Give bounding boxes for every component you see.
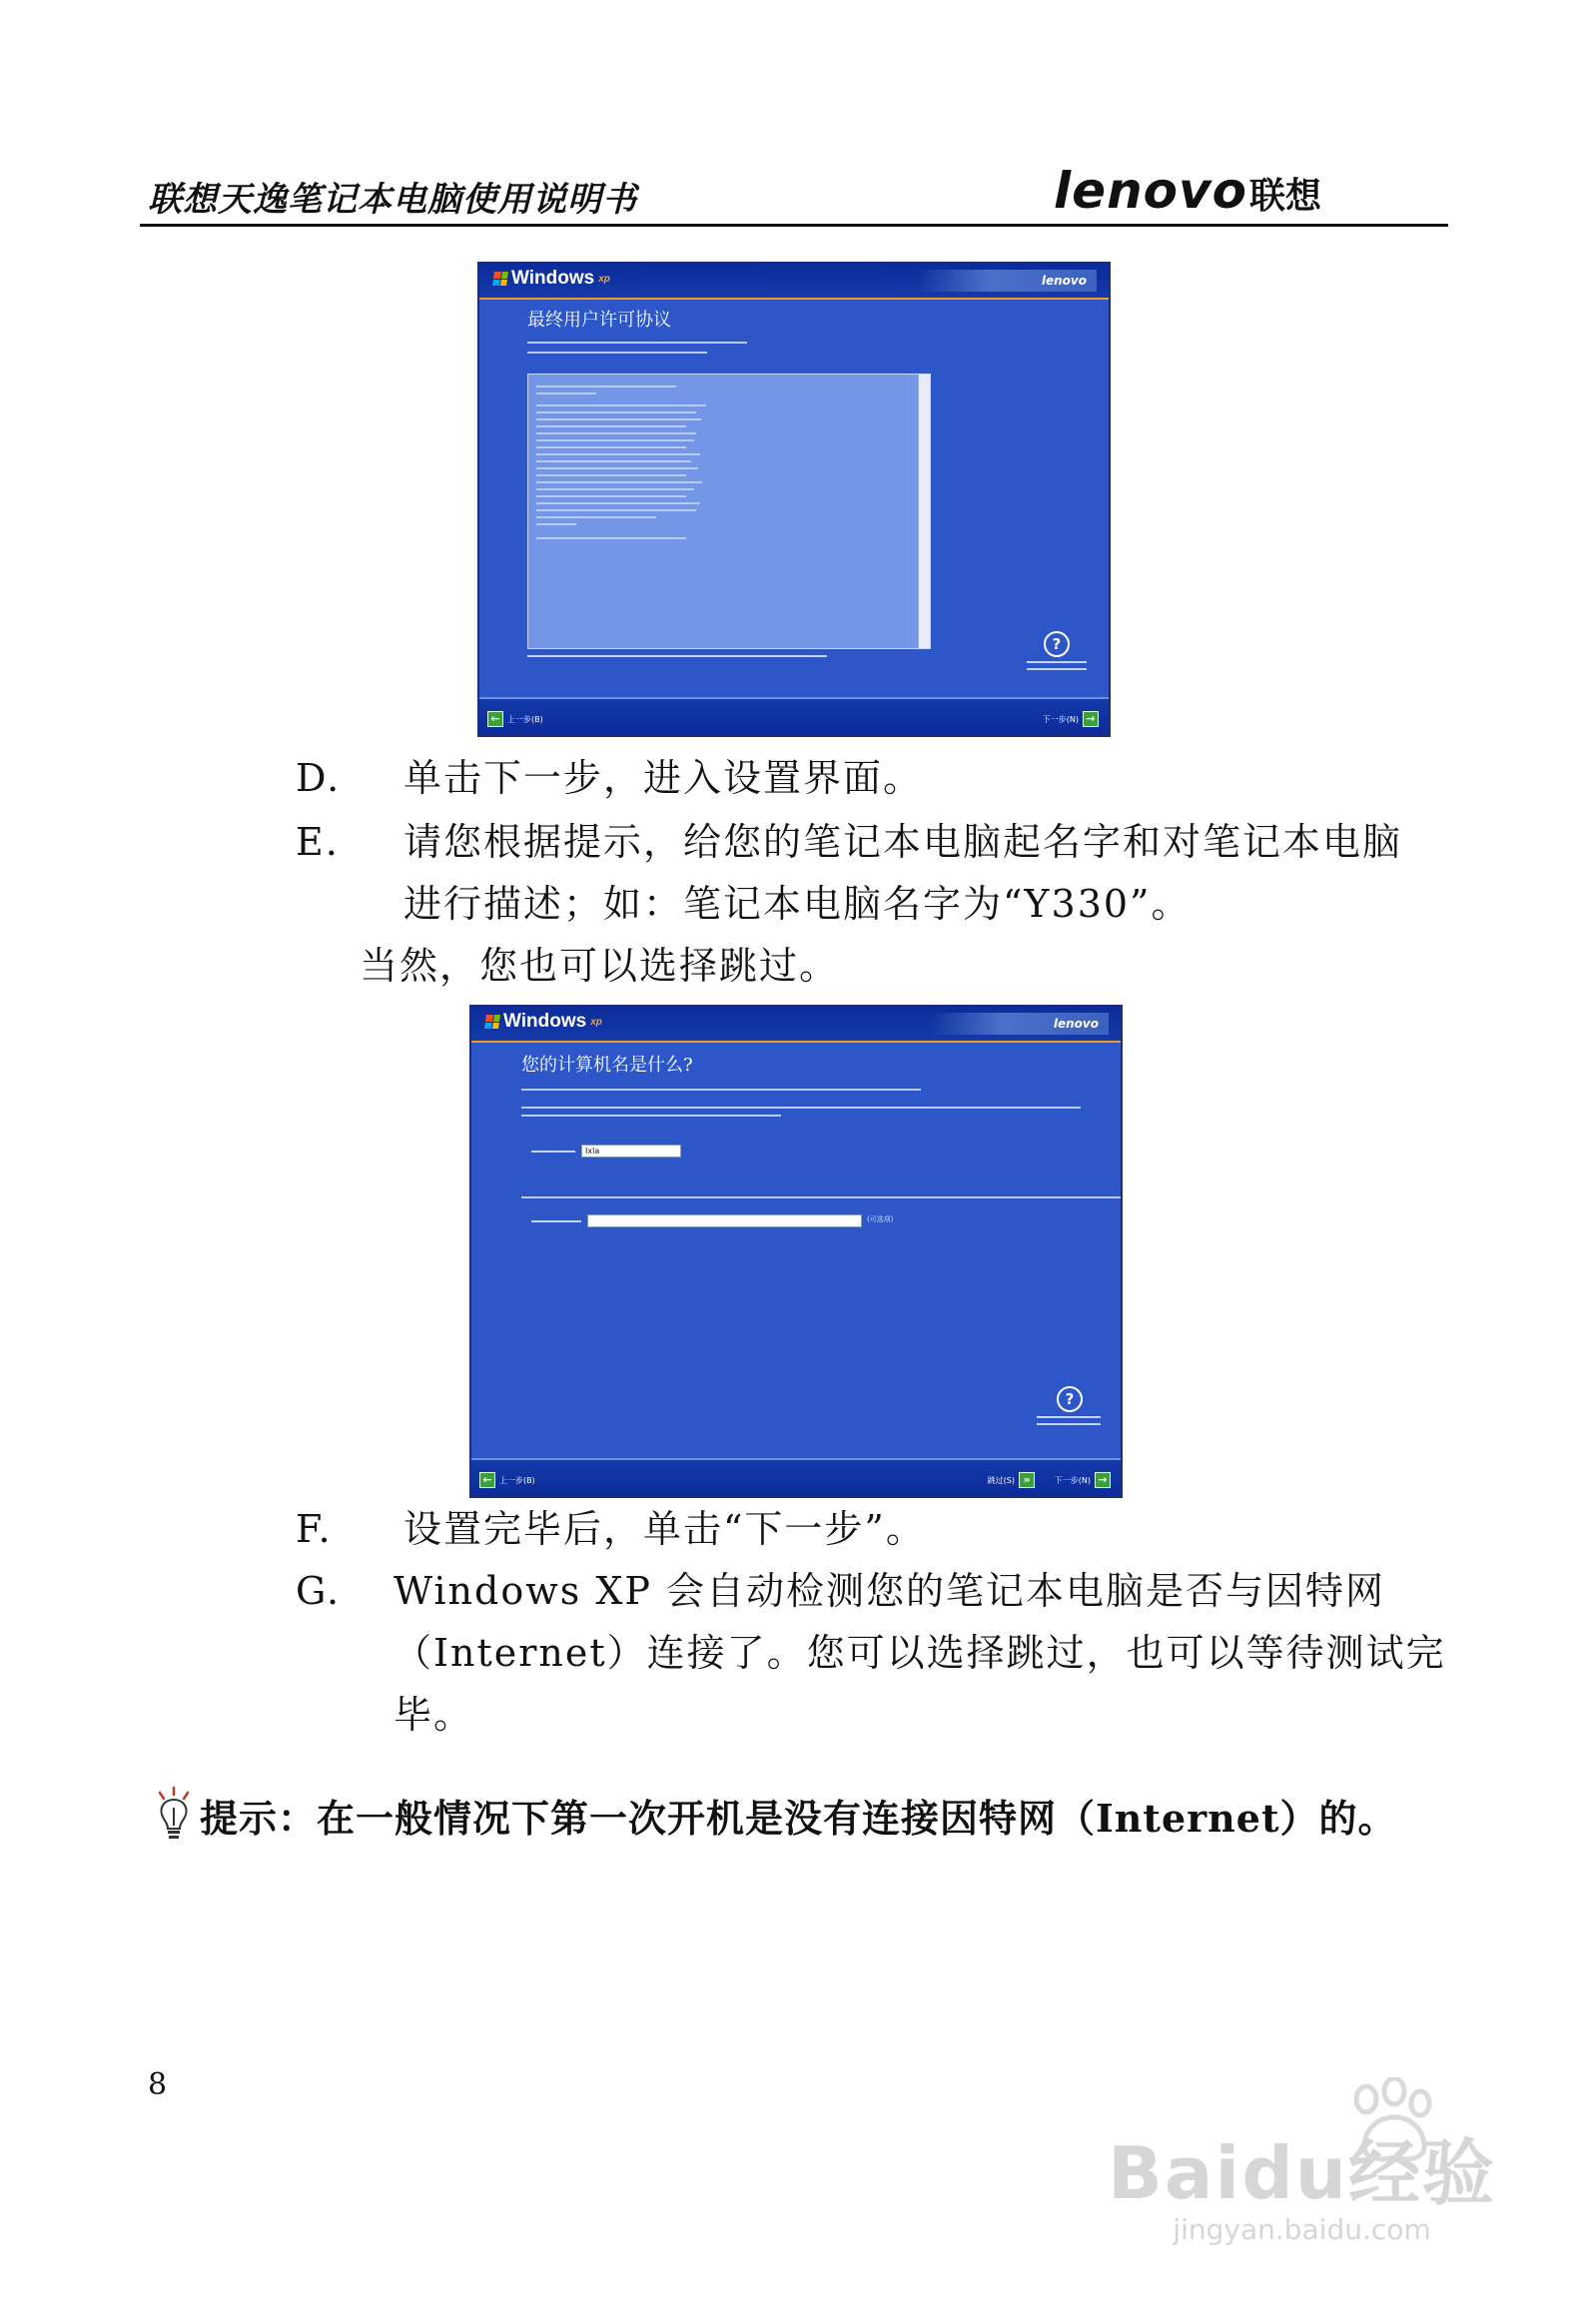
computer-name-label (531, 1151, 575, 1153)
step-d-label: D. (296, 756, 342, 800)
help-caption (1037, 1416, 1101, 1425)
back-button-label: 上一步(B) (499, 1475, 535, 1485)
lenovo-badge: lenovo (929, 1013, 1109, 1035)
help-icon[interactable]: ? (1057, 1386, 1083, 1412)
windows-label: Windows (511, 268, 595, 289)
windows-xp-logo (493, 268, 610, 290)
windows-sup: xp (598, 273, 610, 285)
xp-top-bar (479, 264, 1109, 300)
step-f-label: F. (296, 1507, 333, 1551)
windows-xp-logo (485, 1011, 602, 1033)
windows-flag-icon (484, 1015, 500, 1029)
skip-note: 当然，您也可以选择跳过。 (360, 944, 840, 988)
eula-accept-options[interactable] (527, 655, 827, 657)
computer-name-input[interactable]: Ixla (581, 1145, 681, 1157)
skip-button[interactable] (988, 1472, 1035, 1488)
skip-arrow-icon: » (1019, 1472, 1035, 1488)
tip-text: 提示：在一般情况下第一次开机是没有连接因特网（Internet）的。 (200, 1795, 1397, 1841)
computer-name-screenshot (469, 1005, 1123, 1498)
help-icon[interactable]: ? (1044, 631, 1070, 657)
eula-panel-title: 最终用户许可协议 (527, 310, 671, 331)
lenovo-badge: lenovo (917, 270, 1097, 292)
tip-note (152, 1786, 1397, 1844)
xp-top-bar (471, 1007, 1121, 1043)
next-button-label: 下一步(N) (1054, 1475, 1091, 1485)
step-g-text-3: 毕。 (394, 1693, 474, 1737)
eula-screenshot (477, 262, 1111, 737)
step-d-text: 单击下一步，进入设置界面。 (403, 756, 924, 800)
eula-intro-lines (527, 342, 767, 354)
back-arrow-icon: ← (479, 1472, 495, 1488)
document-header-title: 联想天逸笔记本电脑使用说明书 (148, 180, 637, 220)
xp-bottom-bar (471, 1458, 1121, 1496)
step-e-text-2: 进行描述；如：笔记本电脑名字为“Y330”。 (403, 882, 1192, 926)
step-g-text: Windows XP 会自动检测您的笔记本电脑是否与因特网 (394, 1569, 1386, 1613)
lenovo-logo (1054, 162, 1321, 220)
baidu-watermark (1108, 2115, 1496, 2246)
back-arrow-icon: ← (487, 711, 503, 727)
step-d (296, 747, 341, 809)
skip-button-label: 跳过(S) (987, 1475, 1015, 1485)
watermark-url: jingyan.baidu.com (1173, 2213, 1431, 2246)
next-button[interactable] (1055, 1472, 1111, 1488)
description-intro (521, 1196, 1123, 1198)
step-e-label: E. (296, 820, 340, 864)
eula-text-box[interactable] (527, 374, 931, 649)
step-g-label: G. (296, 1569, 342, 1613)
next-arrow-icon: → (1095, 1472, 1111, 1488)
page-number: 8 (148, 2067, 168, 2102)
step-e-text: 请您根据提示，给您的笔记本电脑起名字和对笔记本电脑 (403, 820, 1403, 864)
lenovo-logo-cn: 联想 (1248, 176, 1321, 217)
next-button[interactable] (1043, 711, 1099, 727)
header-rule (140, 224, 1448, 227)
back-button-label: 上一步(B) (507, 714, 543, 724)
computer-description-label (531, 1220, 581, 1222)
lightbulb-icon (152, 1786, 196, 1844)
back-button[interactable] (479, 1472, 535, 1488)
help-caption (1027, 661, 1087, 670)
eula-scrollbar[interactable] (918, 375, 930, 648)
lenovo-logo-text: lenovo (1054, 162, 1247, 220)
next-arrow-icon: → (1083, 711, 1099, 727)
optional-label: (可选项) (867, 1215, 894, 1223)
watermark-brand: Baidu经验 (1108, 2131, 1496, 2215)
xp-bottom-bar (479, 697, 1109, 735)
computer-name-title: 您的计算机名是什么? (521, 1055, 693, 1076)
back-button[interactable] (487, 711, 543, 727)
step-f-text: 设置完毕后，单击“下一步”。 (403, 1507, 926, 1551)
step-g-text-2: （Internet）连接了。您可以选择跳过，也可以等待测试完 (394, 1631, 1446, 1675)
windows-sup: xp (590, 1016, 602, 1028)
windows-flag-icon (492, 272, 508, 286)
windows-label: Windows (503, 1011, 587, 1032)
next-button-label: 下一步(N) (1042, 714, 1079, 724)
computer-name-description (521, 1089, 1081, 1117)
computer-description-input[interactable] (587, 1214, 862, 1227)
